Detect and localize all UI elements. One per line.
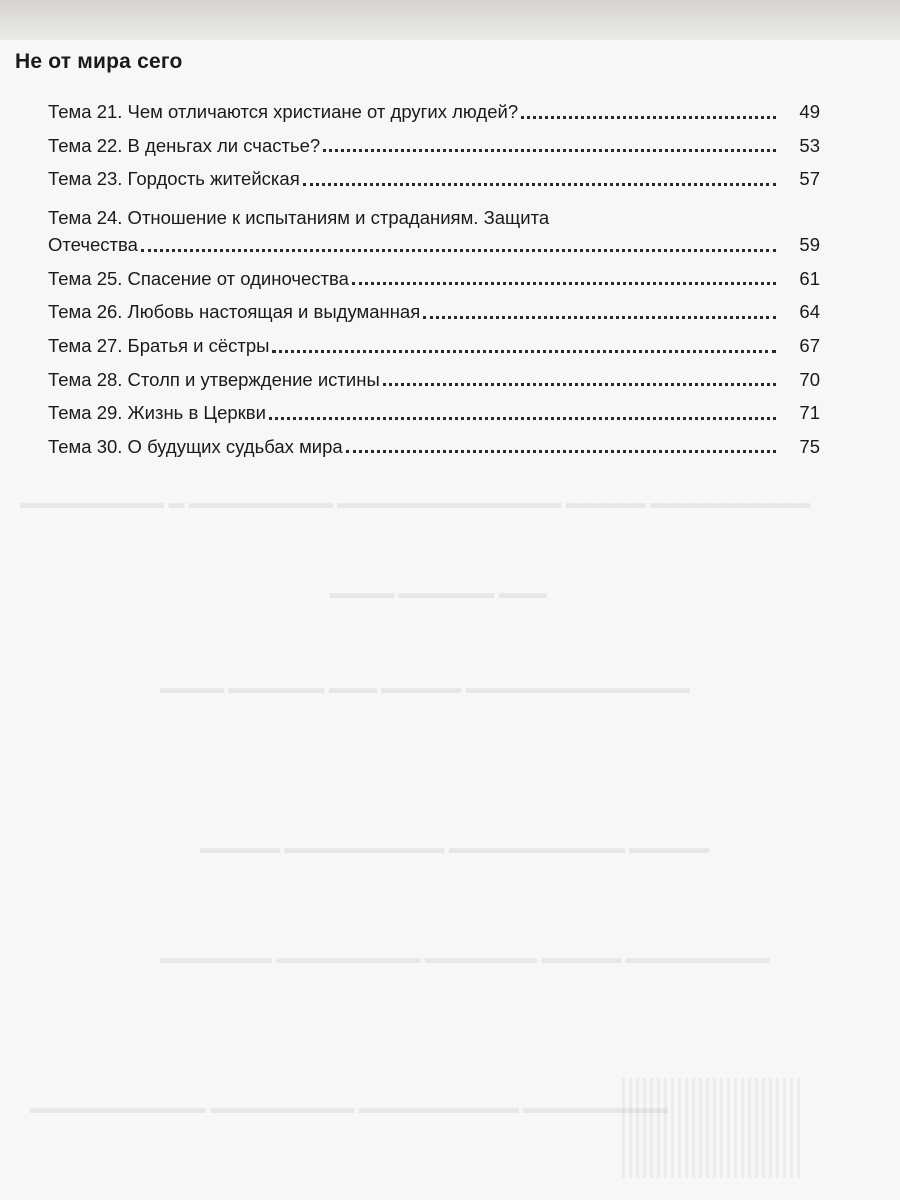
toc-entry-page: 59: [799, 234, 820, 256]
dot-leader: [269, 417, 776, 420]
table-of-contents: [48, 88, 820, 456]
toc-entry-title: Тема 27. Братья и сёстры: [48, 335, 270, 357]
toc-entry-line: [48, 236, 820, 255]
toc-entry-title: Тема 29. Жизнь в Церкви: [48, 402, 266, 424]
toc-entry-page: 71: [799, 402, 820, 424]
toc-entry-23: [48, 155, 820, 189]
toc-entry-title-continued: Отечества: [48, 234, 138, 256]
toc-entry-25: [48, 255, 820, 289]
toc-entry-page: 75: [799, 435, 820, 457]
dot-leader: [141, 249, 776, 252]
dot-leader: [423, 316, 776, 319]
toc-entry-title: Тема 21. Чем отличаются христиане от других людей?: [48, 101, 519, 123]
toc-entry-22: [48, 122, 820, 156]
toc-entry-29: [48, 389, 820, 423]
toc-entry-page: 64: [799, 301, 820, 323]
dot-leader: [323, 149, 776, 152]
toc-entry-24: [48, 189, 820, 255]
scan-top-shadow: [0, 0, 900, 40]
toc-entry-title: Тема 24. Отношение к испытаниям и страданиям. Защита: [48, 206, 550, 228]
toc-entry-line: [48, 206, 820, 228]
toc-entry-page: 49: [799, 101, 820, 123]
toc-entry-title: Тема 22. В деньгах ли счастье?: [48, 134, 321, 156]
toc-entry-title: Тема 30. О будущих судьбах мира: [48, 435, 343, 457]
toc-entry-page: 53: [799, 134, 820, 156]
section-title: Не от мира сего: [15, 50, 183, 73]
toc-entry-page: 57: [799, 168, 820, 190]
toc-entry-28: [48, 356, 820, 390]
toc-entry-title: Тема 25. Спасение от одиночества: [48, 267, 349, 289]
bleed-through-barcode: [622, 1078, 800, 1178]
toc-entry-30: [48, 423, 820, 457]
dot-leader: [272, 350, 776, 353]
dot-leader: [521, 116, 776, 119]
toc-entry-26: [48, 288, 820, 322]
dot-leader: [352, 282, 776, 285]
toc-entry-title: Тема 26. Любовь настоящая и выдуманная: [48, 301, 421, 323]
dot-leader: [346, 450, 776, 453]
toc-entry-page: 70: [799, 368, 820, 390]
toc-entry-21: [48, 88, 820, 122]
dot-leader: [303, 183, 776, 186]
dot-leader: [383, 383, 776, 386]
toc-entry-27: [48, 322, 820, 356]
toc-entry-page: 61: [799, 267, 820, 289]
toc-entry-page: 67: [799, 335, 820, 357]
toc-entry-title: Тема 23. Гордость житейская: [48, 168, 300, 190]
toc-entry-title: Тема 28. Столп и утверждение истины: [48, 368, 380, 390]
